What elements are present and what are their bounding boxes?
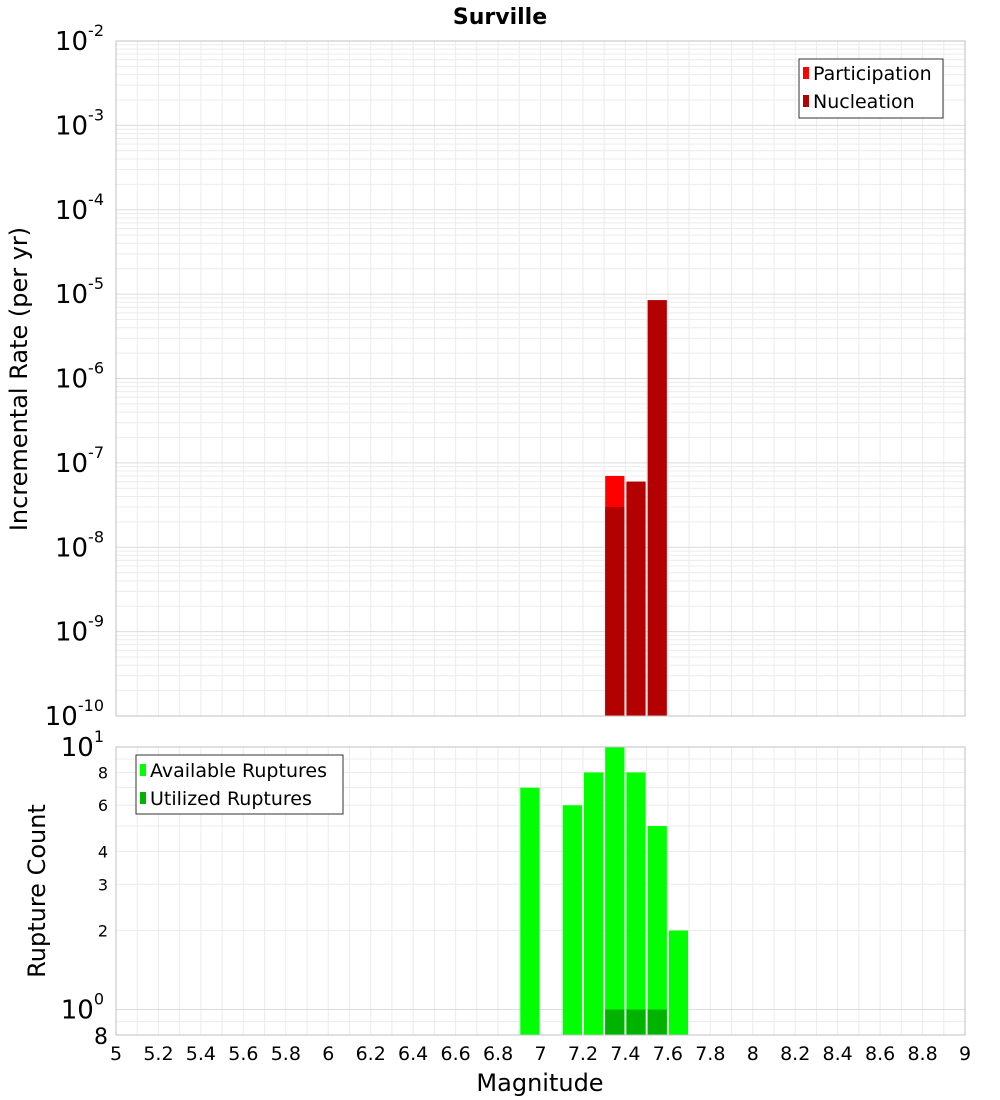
- legend-label: Nucleation: [813, 91, 915, 113]
- y-tick-label: $10^{-9}$: [54, 611, 104, 648]
- bar-nucleation: [626, 482, 645, 716]
- y-tick-label: 8: [94, 1025, 108, 1050]
- y-tick-label: $10^{-7}$: [54, 442, 104, 479]
- y-tick-label: $10^{-2}$: [54, 21, 104, 57]
- x-tick-label: 7.6: [652, 1043, 683, 1065]
- bar-available-ruptures: [605, 747, 624, 1035]
- y-tick-label: $10^0$: [60, 989, 104, 1026]
- legend-swatch: [803, 67, 809, 79]
- bar-available-ruptures: [563, 805, 582, 1035]
- bar-utilized-ruptures: [626, 1010, 645, 1035]
- bar-available-ruptures: [669, 931, 688, 1035]
- legend-swatch: [140, 792, 146, 804]
- x-tick-label: 5.4: [185, 1043, 217, 1065]
- y-tick-label: 6: [97, 796, 108, 816]
- y-tick-label: $10^{-8}$: [54, 527, 104, 564]
- x-tick-label: 6.2: [355, 1043, 386, 1065]
- x-axis-label: Magnitude: [476, 1069, 604, 1097]
- x-tick-label: 8.8: [907, 1043, 938, 1065]
- x-tick-label: 8.4: [822, 1043, 853, 1065]
- legend-swatch: [140, 764, 146, 776]
- legend-label: Participation: [813, 63, 932, 85]
- x-tick-label: 5.2: [143, 1043, 174, 1065]
- x-tick-label: 6: [322, 1043, 335, 1065]
- bar-utilized-ruptures: [605, 1010, 624, 1035]
- bar-utilized-ruptures: [648, 1010, 667, 1035]
- bar-nucleation: [648, 300, 667, 716]
- bottom-y-axis-label: Rupture Count: [23, 804, 51, 978]
- legend-label: Available Ruptures: [150, 760, 327, 782]
- y-tick-label: $10^{-5}$: [54, 274, 104, 311]
- x-tick-label: 6.6: [440, 1043, 471, 1065]
- x-tick-label: 6.4: [398, 1043, 429, 1065]
- bar-available-ruptures: [648, 826, 667, 1035]
- bottom-y-ticks: [61, 727, 108, 1050]
- y-tick-label: $10^{-10}$: [44, 696, 104, 732]
- x-tick-label: 9: [958, 1043, 972, 1065]
- top-y-axis-label: Incremental Rate (per yr): [5, 226, 33, 532]
- x-tick-label: 6.8: [482, 1043, 514, 1065]
- x-tick-label: 5.6: [228, 1043, 259, 1065]
- x-tick-label: 7.4: [610, 1043, 641, 1065]
- bar-available-ruptures: [520, 788, 539, 1035]
- x-tick-label: 8: [746, 1043, 759, 1065]
- y-tick-label: $10^1$: [60, 727, 104, 763]
- y-tick-label: 2: [97, 921, 108, 941]
- legend-swatch: [803, 95, 809, 107]
- legend-label: Utilized Ruptures: [150, 788, 312, 810]
- x-tick-label: 8.6: [864, 1043, 896, 1065]
- bar-available-ruptures: [584, 772, 603, 1035]
- y-tick-label: $10^{-6}$: [54, 358, 104, 395]
- chart-title: Surville: [452, 5, 548, 30]
- bar-nucleation: [605, 507, 624, 716]
- x-tick-label: 8.2: [780, 1043, 811, 1065]
- top-legend: [799, 59, 943, 118]
- x-ticks: [110, 1043, 971, 1065]
- top-y-ticks: [45, 21, 104, 732]
- y-tick-label: 4: [97, 842, 108, 862]
- x-tick-label: 7.2: [567, 1043, 599, 1065]
- x-tick-label: 5.8: [270, 1043, 301, 1065]
- x-tick-label: 7: [534, 1043, 547, 1065]
- bar-available-ruptures: [626, 772, 645, 1035]
- top-grid: [116, 41, 965, 716]
- top-bars: [605, 300, 667, 716]
- x-tick-label: 7.8: [695, 1043, 726, 1065]
- y-tick-label: 8: [97, 763, 108, 783]
- bottom-legend: [136, 755, 343, 814]
- y-tick-label: 3: [97, 875, 108, 895]
- x-tick-label: 5: [109, 1043, 123, 1065]
- y-tick-label: $10^{-3}$: [54, 105, 104, 142]
- y-tick-label: $10^{-4}$: [54, 189, 104, 226]
